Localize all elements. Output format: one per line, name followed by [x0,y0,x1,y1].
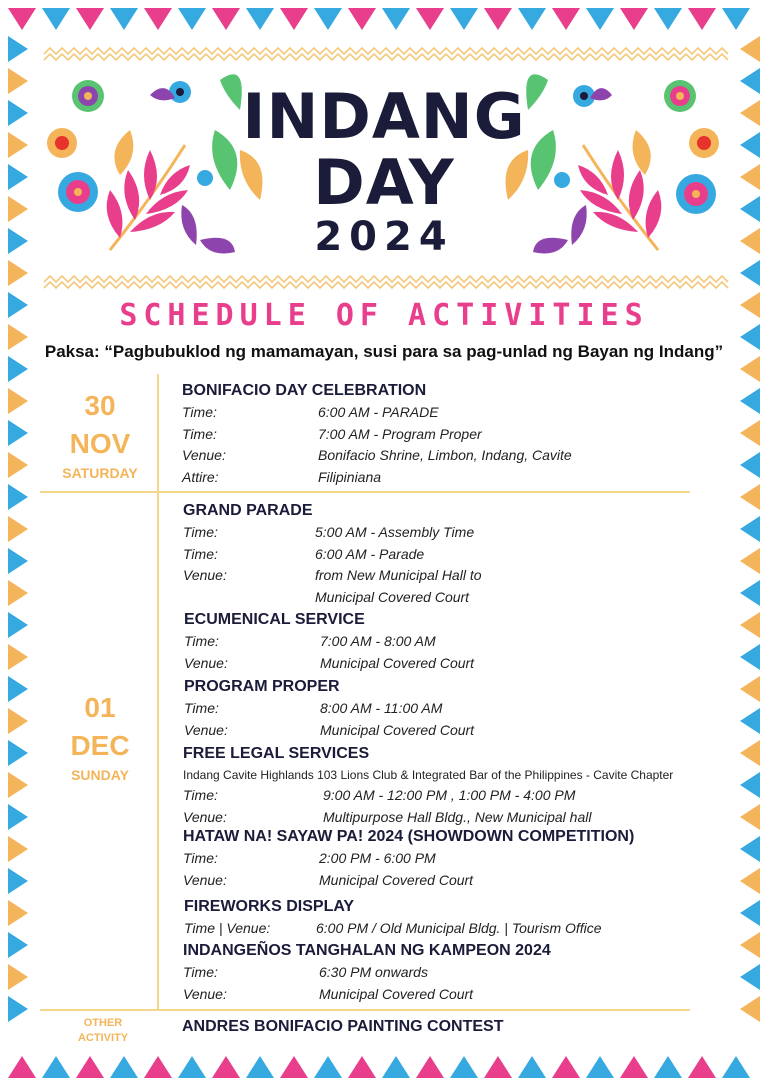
border-triangle [552,8,580,30]
border-triangle [740,580,760,606]
border-triangle [416,8,444,30]
leaf-icon [571,205,586,245]
border-triangle [8,548,28,574]
detail-row [183,985,474,1002]
event-title: FREE LEGAL SERVICES [183,745,370,762]
detail-label: Venue: [182,447,226,463]
border-triangle [722,8,750,30]
detail-value: Multipurpose Hall Bldg., New Municipal hall [323,808,592,825]
border-triangle [8,804,28,830]
border-triangle [8,388,28,414]
detail-value: Municipal Covered Court [315,588,470,605]
border-triangle [8,708,28,734]
event-title [200,80,568,219]
border-triangle [740,484,760,510]
border-triangle [740,836,760,862]
event-title: INDANGEÑOS TANGHALAN NG KAMPEON 2024 [183,942,551,959]
border-triangle [740,644,760,670]
border-triangle [740,36,760,62]
date-day: 30 [84,390,116,421]
border-triangle [586,8,614,30]
event-title: FIREWORKS DISPLAY [184,898,355,915]
detail-label: Time: [183,964,218,980]
border-triangle [740,612,760,638]
border-triangle [8,964,28,990]
event-title: BONIFACIO DAY CELEBRATION [182,382,427,399]
border-triangle [740,516,760,542]
border-triangle [688,1056,716,1078]
border-triangle [740,804,760,830]
date-month: NOV [69,428,131,459]
border-triangle [722,1056,750,1078]
border-triangle [8,452,28,478]
border-triangle [518,8,546,30]
border-triangle [348,1056,376,1078]
detail-value: from New Municipal Hall to [315,567,482,583]
detail-row [183,871,474,888]
date-weekday: SATURDAY [62,465,138,481]
detail-value: 5:00 AM - Assembly Time [315,524,475,540]
border-triangle [654,8,682,30]
border-triangle [740,68,760,94]
detail-value: Bonifacio Shrine, Limbon, Indang, Cavite [318,447,572,463]
border-triangle [42,8,70,30]
border-triangle [688,8,716,30]
title-line-2: DAY [313,146,455,219]
border-triangle [740,964,760,990]
date-month: DEC [70,730,130,761]
detail-value: 7:00 AM - 8:00 AM [320,633,436,649]
detail-label: Time: [182,425,217,442]
border-triangle [8,420,28,446]
border-triangle [552,1056,580,1078]
border-triangle [8,900,28,926]
detail-label: Time: [182,404,217,420]
border-triangle [8,740,28,766]
detail-label: Time: [183,524,218,540]
detail-value: 9:00 AM - 12:00 PM , 1:00 PM - 4:00 PM [323,787,576,803]
detail-label: Venue: [183,808,227,825]
border-triangle [382,1056,410,1078]
detail-label: Venue: [184,654,228,671]
border-triangle [280,8,308,30]
border-triangle [8,932,28,958]
flower-icon [47,128,77,158]
detail-row [184,700,443,716]
border-triangle [8,676,28,702]
detail-row [183,787,576,803]
border-triangle [8,612,28,638]
border-triangle [518,1056,546,1078]
border-triangle [450,8,478,30]
border-triangle [586,1056,614,1078]
detail-row [182,404,439,420]
border-triangle [8,196,28,222]
border-triangle [740,228,760,254]
date-block-nov-30 [40,388,160,482]
border-triangle [8,164,28,190]
flower-icon [676,174,716,214]
border-triangle [144,1056,172,1078]
detail-value: Municipal Covered Court [319,871,474,888]
detail-value: Municipal Covered Court [319,985,474,1002]
border-triangle [740,132,760,158]
pattern-band-bottom [44,276,728,288]
border-triangle [212,8,240,30]
other-label-line: OTHER [83,1017,123,1029]
border-triangle [314,1056,342,1078]
title-line-1: INDANG [242,80,526,153]
border-triangle [8,36,28,62]
leaf-icon [181,205,196,245]
border-triangle [740,420,760,446]
theme-text: Paksa: “Pagbubuklod ng mamamayan, susi para sa pag-unlad ng Bayan ng Indang” [44,342,724,361]
event-organizer: Indang Cavite Highlands 103 Lions Club & Integrated Bar of the Philippines - Cavite Chapter [183,768,674,782]
border-triangle [76,8,104,30]
border-triangle [8,644,28,670]
border-triangle [42,1056,70,1078]
border-triangle [740,996,760,1022]
border-triangle [8,132,28,158]
event-title: GRAND PARADE [183,502,313,519]
border-triangle [740,452,760,478]
border-triangle [8,8,36,30]
detail-row [183,545,425,562]
flower-icon [58,172,98,212]
other-activity-label [58,1016,148,1046]
border-triangle [8,836,28,862]
border-triangle [654,1056,682,1078]
detail-label: Time: [183,787,218,803]
border-triangle [740,772,760,798]
border-triangle [8,100,28,126]
border-triangle [740,868,760,894]
detail-value: 6:00 AM - PARADE [318,404,439,420]
detail-row [183,524,475,540]
border-triangle [484,8,512,30]
border-triangle [740,100,760,126]
detail-row [184,654,475,671]
border-triangle [8,868,28,894]
detail-label: Venue: [183,871,227,888]
border-triangle [280,1056,308,1078]
detail-row [182,447,572,463]
detail-value: 7:00 AM - Program Proper [318,425,482,442]
event-title: ECUMENICAL SERVICE [184,611,365,628]
detail-label: Time | Venue: [184,920,271,936]
border-triangle [740,260,760,286]
detail-label: Time: [184,700,219,716]
leaf-icon [590,88,612,100]
event-title: PROGRAM PROPER [184,678,340,695]
border-triangle [740,388,760,414]
leaf-icon [114,130,133,175]
detail-value: 6:00 PM / Old Municipal Bldg. | Tourism Office [316,920,602,936]
border-triangle [8,772,28,798]
flower-icon [689,128,719,158]
border-triangle [740,900,760,926]
border-triangle [740,740,760,766]
border-triangle [8,996,28,1022]
border-triangle [450,1056,478,1078]
border-triangle [740,164,760,190]
date-block-dec-01 [40,690,160,784]
border-triangle [740,196,760,222]
border-triangle [8,68,28,94]
detail-value: Municipal Covered Court [320,654,475,671]
border-triangle [8,228,28,254]
border-triangle [740,676,760,702]
border-triangle [8,484,28,510]
border-triangle [740,548,760,574]
event-title: HATAW NA! SAYAW PA! 2024 (SHOWDOWN COMPETITION) [183,828,635,845]
detail-label: Venue: [183,985,227,1002]
detail-row [182,468,382,485]
border-triangle [620,1056,648,1078]
border-triangle [178,8,206,30]
detail-row [184,920,602,936]
border-triangle [314,8,342,30]
border-triangle [740,932,760,958]
border-triangle [110,8,138,30]
border-triangle [8,260,28,286]
border-triangle [8,1056,36,1078]
other-activity-title: ANDRES BONIFACIO PAINTING CONTEST [182,1018,504,1035]
detail-label: Time: [184,633,219,649]
detail-label: Venue: [184,721,228,738]
date-day: 01 [84,692,116,723]
detail-row [184,721,475,738]
border-triangle [416,1056,444,1078]
detail-row [182,425,482,442]
border-triangle [484,1056,512,1078]
date-weekday: SUNDAY [71,767,129,783]
border-triangle [8,580,28,606]
detail-label: Time: [183,545,218,562]
border-triangle [178,1056,206,1078]
detail-label: Attire: [182,468,219,485]
flower-icon [664,80,696,112]
event-year: 2024 [314,214,454,260]
flower-icon [72,80,104,112]
border-triangle [246,8,274,30]
border-triangle [246,1056,274,1078]
border-triangle [740,708,760,734]
detail-value: 6:30 PM onwards [319,964,428,980]
detail-value: 6:00 AM - Parade [315,545,425,562]
leaf-icon [633,130,651,175]
border-triangle [76,1056,104,1078]
detail-value: 2:00 PM - 6:00 PM [319,850,436,866]
detail-row [183,567,482,583]
detail-value: Municipal Covered Court [320,721,475,738]
schedule-heading: SCHEDULE OF ACTIVITIES [119,298,649,333]
border-triangle [348,8,376,30]
flower-icon [169,81,191,103]
detail-label: Time: [183,850,218,866]
border-triangle [144,8,172,30]
detail-value: Filipiniana [318,468,382,485]
border-triangle [110,1056,138,1078]
pattern-band-top [44,48,728,60]
detail-row [183,964,428,980]
detail-row [183,850,436,866]
other-label-line: ACTIVITY [77,1032,129,1044]
border-triangle [620,8,648,30]
detail-row [184,633,436,649]
border-triangle [212,1056,240,1078]
border-triangle [382,8,410,30]
detail-label: Venue: [183,567,227,583]
border-triangle [8,516,28,542]
detail-row [183,808,592,825]
detail-value: 8:00 AM - 11:00 AM [320,700,443,716]
